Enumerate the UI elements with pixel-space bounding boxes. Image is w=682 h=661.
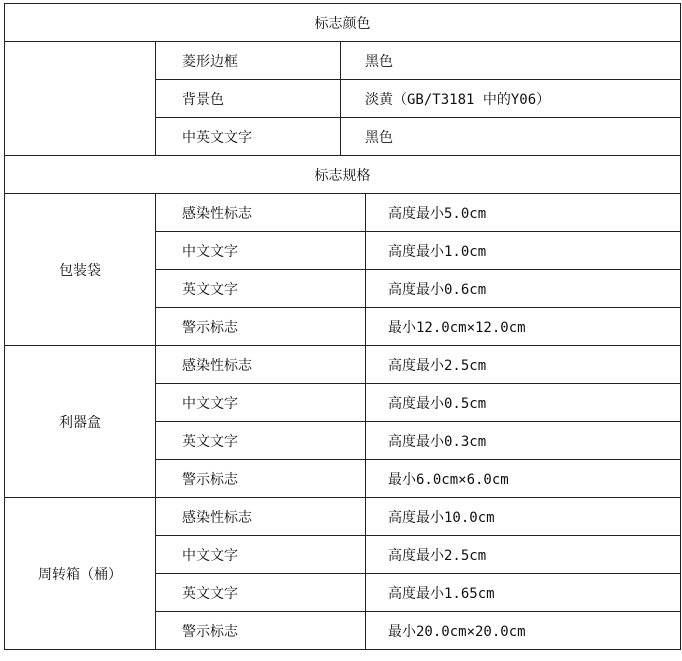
spec-value: 高度最小0.3cm (366, 422, 681, 460)
spec-value: 高度最小10.0cm (366, 498, 681, 536)
spec-label: 感染性标志 (156, 498, 366, 536)
spec-value: 高度最小0.6cm (366, 270, 681, 308)
spec-label: 警示标志 (156, 308, 366, 346)
spec-label: 感染性标志 (156, 194, 366, 232)
spec-label: 英文文字 (156, 270, 366, 308)
spec-label: 中文文字 (156, 384, 366, 422)
spec-label: 英文文字 (156, 574, 366, 612)
group-name: 周转箱（桶） (5, 498, 156, 650)
color-label: 背景色 (156, 80, 341, 118)
table-row (5, 42, 681, 80)
color-value: 黑色 (341, 118, 681, 156)
color-label: 菱形边框 (156, 42, 341, 80)
spec-value: 高度最小2.5cm (366, 536, 681, 574)
spec-value: 最小6.0cm×6.0cm (366, 460, 681, 498)
spec-value: 高度最小1.0cm (366, 232, 681, 270)
spec-value: 最小20.0cm×20.0cm (366, 612, 681, 650)
color-value: 黑色 (341, 42, 681, 80)
table-row (5, 346, 681, 384)
table-row (5, 194, 681, 232)
spec-value: 高度最小2.5cm (366, 346, 681, 384)
group-name: 包装袋 (5, 194, 156, 346)
spec-label: 警示标志 (156, 612, 366, 650)
spec-section-header-row (5, 156, 681, 194)
spec-label: 警示标志 (156, 460, 366, 498)
spec-value: 高度最小1.65cm (366, 574, 681, 612)
label-spec-table (4, 3, 681, 650)
spec-value: 最小12.0cm×12.0cm (366, 308, 681, 346)
color-section-header: 标志颜色 (5, 4, 681, 42)
spec-label: 中文文字 (156, 536, 366, 574)
spec-label: 英文文字 (156, 422, 366, 460)
color-section-blank-cell (5, 42, 156, 156)
color-label: 中英文文字 (156, 118, 341, 156)
spec-value: 高度最小5.0cm (366, 194, 681, 232)
spec-label: 感染性标志 (156, 346, 366, 384)
spec-value: 高度最小0.5cm (366, 384, 681, 422)
color-value: 淡黄（GB/T3181 中的Y06） (341, 80, 681, 118)
table-row (5, 498, 681, 536)
spec-section-header: 标志规格 (5, 156, 681, 194)
spec-label: 中文文字 (156, 232, 366, 270)
color-section-header-row (5, 4, 681, 42)
spec-table-container (4, 3, 681, 650)
group-name: 利器盒 (5, 346, 156, 498)
